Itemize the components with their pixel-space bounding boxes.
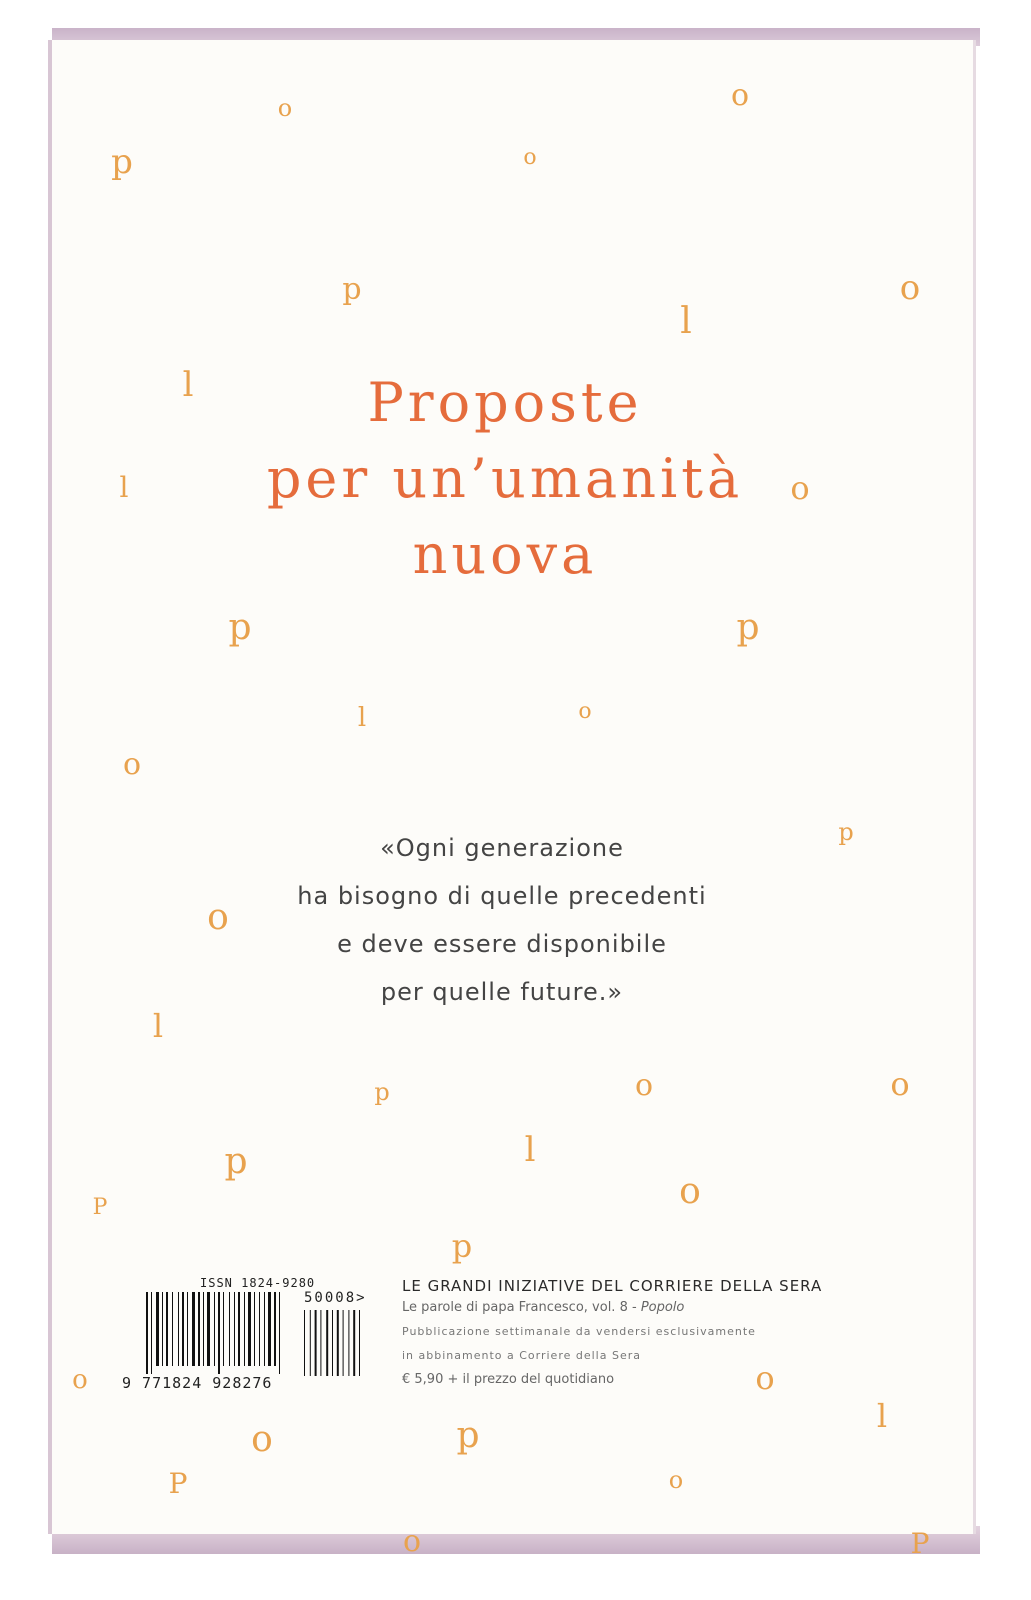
publication-line: Pubblicazione settimanale da vendersi esclusivamente [402,1325,756,1338]
barcode-bar [146,1292,148,1374]
barcode-addon-bar [304,1310,305,1376]
barcode-bar [238,1292,240,1366]
decorative-letter: o [72,1365,88,1395]
barcode-bar [207,1292,210,1366]
barcode-bar [192,1292,195,1366]
decorative-letter: p [224,1141,248,1182]
barcode-bar [229,1292,230,1366]
barcode-bar [264,1292,265,1366]
barcode-bar [178,1292,179,1366]
barcode-bar [268,1292,271,1366]
barcode-addon-bar [348,1310,349,1376]
barcode-bar [151,1292,152,1374]
decorative-letter: l [524,1130,536,1170]
decorative-letter: o [277,94,293,122]
barcode-bar [234,1292,235,1366]
issn-label: ISSN 1824-9280 [200,1276,316,1290]
barcode-bar [248,1292,251,1366]
decorative-letter: P [92,1195,108,1220]
barcode-addon-bar [359,1310,360,1376]
decorative-letter: o [790,469,810,507]
decorative-letter: P [910,1527,930,1560]
decorative-letter: o [578,699,592,724]
decorative-letter: p [342,272,362,307]
decorative-letter: o [668,1466,684,1494]
decorative-letter: l [876,1397,888,1435]
decorative-letter: o [890,1065,910,1103]
decorative-letter: p [374,1078,390,1106]
title-line: per un’umanità [266,447,744,510]
barcode-bar [203,1292,204,1366]
pope-quote [297,824,706,1016]
barcode-addon-bar [332,1310,333,1376]
decorative-letter: l [119,471,129,504]
decorative-letter: l [182,365,194,405]
barcode-bar [156,1292,159,1366]
quote-line: per quelle future.» [380,978,624,1006]
series-line [402,1296,822,1320]
series-title: Popolo [640,1300,685,1315]
barcode-bar [182,1292,184,1366]
decorative-letter: p [736,607,760,648]
series-prefix: Le parole di papa Francesco, vol. 8 - [402,1300,641,1315]
imprint [402,1276,823,1397]
decorative-letter: o [207,897,229,938]
decorative-letter: o [899,268,921,308]
barcode-bar [259,1292,260,1366]
barcode-addon-bar [326,1310,328,1376]
barcode-bar [218,1292,220,1374]
barcode-bar [254,1292,255,1366]
distribution-line: in abbinamento a Corriere della Sera [402,1349,641,1362]
imprint-heading: LE GRANDI INIZIATIVE DEL CORRIERE DELLA SERA [402,1277,823,1295]
barcode-bar [274,1292,276,1366]
barcode-bar [279,1292,280,1374]
decorative-letter: o [122,747,142,782]
ean-number: 9 771824 928276 [122,1374,273,1392]
barcode-addon-bar [315,1310,317,1376]
price-line: € 5,90 + il prezzo del quotidiano [402,1372,615,1387]
barcode-bar [166,1292,168,1366]
decorative-letter: l [357,703,367,733]
barcode-addon-bar [353,1310,355,1376]
barcode-addon-bar [310,1310,311,1376]
decorative-letter: o [523,145,537,170]
barcode-bar [244,1292,245,1366]
barcode-bar [198,1292,200,1366]
title-line: nuova [412,523,598,586]
barcode-bar [172,1292,173,1366]
barcode-bar [187,1292,188,1366]
book-title [267,365,743,593]
barcode-bar [214,1292,215,1366]
decorative-letter: l [680,301,692,342]
barcode-addon: 50008> [304,1290,367,1306]
title-line: Proposte [367,371,643,434]
barcode-bar [223,1292,224,1366]
decorative-letter: p [228,607,252,648]
barcode [118,1276,386,1394]
decorative-letter: p [111,142,133,182]
barcode-addon-bar [337,1310,339,1376]
decorative-letter: P [168,1467,188,1500]
decorative-letter: o [679,1171,701,1212]
decorative-letter: p [838,818,854,846]
decorative-letter: p [451,1227,473,1265]
quote-line: «Ogni generazione [380,834,624,862]
quote-line: e deve essere disponibile [337,930,667,958]
decorative-letter: o [755,1359,775,1397]
decorative-letter: o [730,78,750,113]
decorative-letter: p [456,1415,480,1456]
barcode-bar [162,1292,163,1366]
barcode-addon-bar [343,1310,344,1376]
decorative-letter: o [251,1419,273,1460]
quote-line: ha bisogno di quelle precedenti [297,882,707,910]
decorative-letter: o [634,1068,654,1103]
barcode-addon-bar [320,1310,321,1376]
decorative-letter: l [152,1007,164,1045]
decorative-letter: o [402,1524,422,1559]
